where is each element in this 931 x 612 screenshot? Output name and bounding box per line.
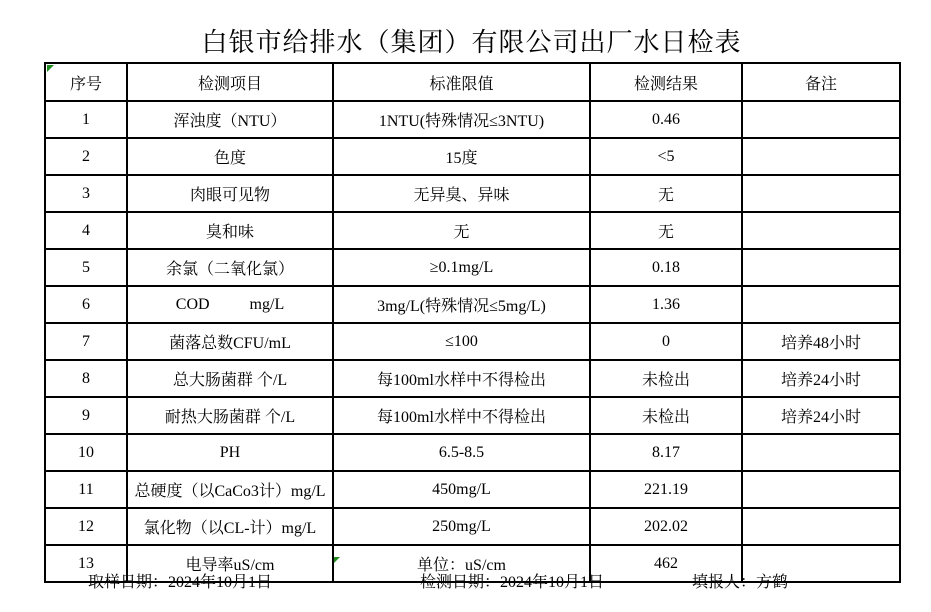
cell-no: 1 (45, 101, 127, 138)
cell-limit: 250mg/L (333, 508, 590, 545)
cell-item: 耐热大肠菌群 个/L (127, 397, 333, 434)
cell-remark (742, 434, 900, 471)
table-row (45, 138, 900, 175)
cell-no: 6 (45, 286, 127, 323)
cell-no: 11 (45, 471, 127, 508)
table-row (45, 360, 900, 397)
cell-result: 0 (590, 323, 742, 360)
excel-corner-triangle-icon (47, 65, 54, 72)
cell-result: 462 (590, 545, 742, 582)
cell-remark (742, 471, 900, 508)
cell-remark: 培养48小时 (742, 323, 900, 360)
header-no: 序号 (45, 63, 127, 101)
cell-result: 无 (590, 212, 742, 249)
cell-remark (742, 175, 900, 212)
table-row (45, 471, 900, 508)
reporter-text: 填报人：方鹤 (692, 574, 789, 591)
page-title: 白银市给排水（集团）有限公司出厂水日检表 (201, 28, 742, 57)
cell-result: 8.17 (590, 434, 742, 471)
cell-item: PH (127, 434, 333, 471)
header-row (45, 63, 900, 101)
cell-remark (742, 138, 900, 175)
inspection-table (44, 62, 901, 583)
cell-item: 电导率uS/cm (127, 545, 333, 582)
cell-result: 0.46 (590, 101, 742, 138)
table-row (45, 212, 900, 249)
cell-no: 3 (45, 175, 127, 212)
cell-remark: 培养24小时 (742, 397, 900, 434)
cell-result: 未检出 (590, 397, 742, 434)
cell-item: 肉眼可见物 (127, 175, 333, 212)
cell-item: 氯化物（以CL-计）mg/L (127, 508, 333, 545)
cell-result: 221.19 (590, 471, 742, 508)
cell-no: 2 (45, 138, 127, 175)
footer (0, 569, 931, 591)
table-row (45, 249, 900, 286)
table-row (45, 323, 900, 360)
header-remark: 备注 (742, 63, 900, 101)
cell-limit: ≥0.1mg/L (333, 249, 590, 286)
cell-remark (742, 101, 900, 138)
cell-result: 0.18 (590, 249, 742, 286)
cell-no: 13 (45, 545, 127, 582)
table-row (45, 101, 900, 138)
cell-limit: 每100ml水样中不得检出 (333, 360, 590, 397)
cell-limit: 无异臭、异味 (333, 175, 590, 212)
cell-no: 8 (45, 360, 127, 397)
sample-date-text: 取样日期：2024年10月1日 (88, 574, 273, 591)
cell-no: 7 (45, 323, 127, 360)
cell-item: 臭和味 (127, 212, 333, 249)
table-row (45, 434, 900, 471)
cell-remark (742, 212, 900, 249)
cell-limit: 单位：uS/cm (333, 545, 590, 582)
cell-limit: 3mg/L(特殊情况≤5mg/L) (333, 286, 590, 323)
cell-no: 4 (45, 212, 127, 249)
cell-item: 色度 (127, 138, 333, 175)
cell-remark (742, 508, 900, 545)
cell-result: 1.36 (590, 286, 742, 323)
header-limit: 标准限值 (333, 63, 590, 101)
cell-limit: ≤100 (333, 323, 590, 360)
cell-remark (742, 286, 900, 323)
header-result: 检测结果 (590, 63, 742, 101)
cell-no: 9 (45, 397, 127, 434)
cell-result: <5 (590, 138, 742, 175)
cell-item: 总硬度（以CaCo3计）mg/L (127, 471, 333, 508)
cell-remark (742, 249, 900, 286)
cell-item: 浑浊度（NTU） (127, 101, 333, 138)
cell-no: 12 (45, 508, 127, 545)
cell-result: 未检出 (590, 360, 742, 397)
cell-limit: 6.5-8.5 (333, 434, 590, 471)
cell-limit: 15度 (333, 138, 590, 175)
cell-limit: 每100ml水样中不得检出 (333, 397, 590, 434)
cell-no: 10 (45, 434, 127, 471)
header-item: 检测项目 (127, 63, 333, 101)
cell-limit: 无 (333, 212, 590, 249)
cell-result: 202.02 (590, 508, 742, 545)
table-row (45, 508, 900, 545)
cell-no: 5 (45, 249, 127, 286)
cell-item: 总大肠菌群 个/L (127, 360, 333, 397)
cell-limit: 1NTU(特殊情况≤3NTU) (333, 101, 590, 138)
cell-item: COD mg/L (127, 286, 333, 323)
cell-item: 菌落总数CFU/mL (127, 323, 333, 360)
excel-corner-triangle-icon (334, 557, 340, 563)
cell-result: 无 (590, 175, 742, 212)
table-row (45, 175, 900, 212)
table-row (45, 397, 900, 434)
table-body (45, 101, 900, 582)
table-header (45, 63, 900, 101)
cell-remark: 培养24小时 (742, 360, 900, 397)
cell-item: 余氯（二氧化氯） (127, 249, 333, 286)
cell-limit: 450mg/L (333, 471, 590, 508)
test-date-text: 检测日期：2024年10月1日 (420, 574, 605, 591)
table-row (45, 286, 900, 323)
